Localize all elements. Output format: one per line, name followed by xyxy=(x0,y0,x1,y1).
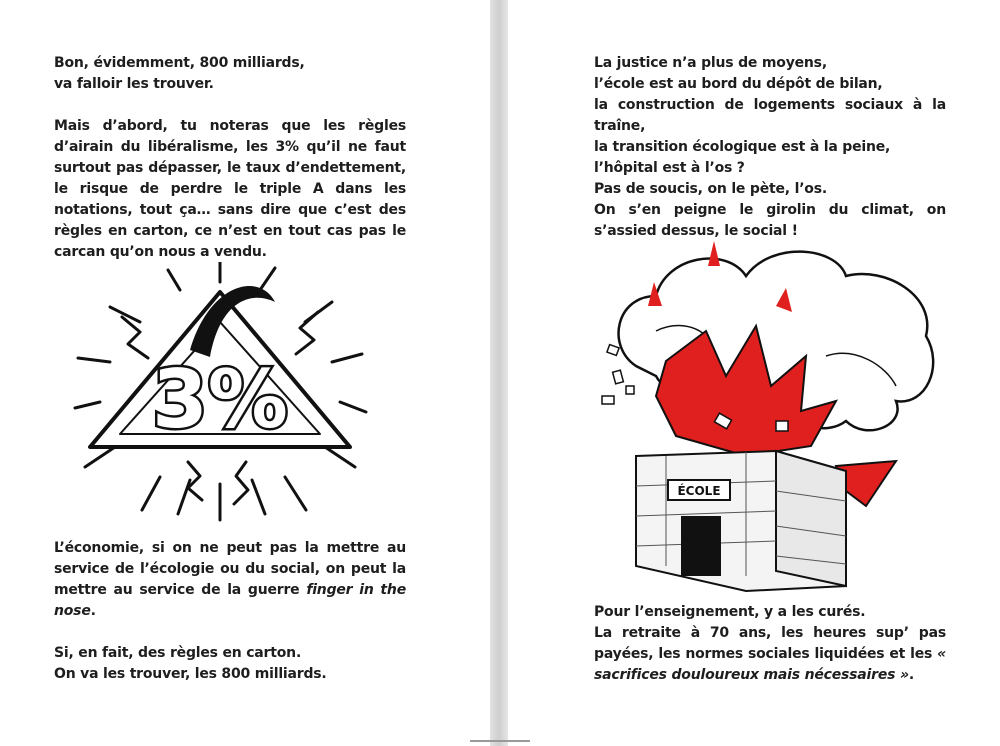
right-line-3: la construction de logements sociaux à la traîne, xyxy=(594,97,946,134)
book-gutter xyxy=(490,0,508,746)
left-line-cardboard: Si, en fait, des règles en carton. xyxy=(54,645,302,661)
left-text-top xyxy=(54,53,406,263)
left-page xyxy=(0,0,490,746)
right-line-1: La justice n’a plus de moyens, xyxy=(594,55,827,71)
right-line-2: l’école est au bord du dépôt de bilan, xyxy=(594,76,883,92)
left-text-bottom xyxy=(54,538,406,685)
economy-italic: finger in the nose xyxy=(54,582,406,619)
right-text-top xyxy=(594,53,946,242)
left-line-1: Bon, évidemment, 800 milliards, xyxy=(54,55,305,71)
right-line-6: Pas de soucis, on le pète, l’os. xyxy=(594,181,827,197)
retirement-italic: « sacrifices douloureux mais nécessaires » xyxy=(594,646,946,683)
right-line-teaching: Pour l’enseignement, y a les curés. xyxy=(594,604,866,620)
left-line-find: On va les trouver, les 800 milliards. xyxy=(54,666,327,682)
right-line-5: l’hôpital est à l’os ? xyxy=(594,160,745,176)
page-scroll-indicator xyxy=(470,740,530,742)
retirement-text: La retraite à 70 ans, les heures sup’ pas payées, les normes sociales liquidées et les xyxy=(594,625,946,662)
three-percent-label: 3% xyxy=(152,353,288,446)
right-text-bottom xyxy=(594,602,946,686)
retirement-end: . xyxy=(908,667,914,683)
right-page xyxy=(508,0,1000,746)
three-percent-illustration xyxy=(70,262,370,522)
right-paragraph-retirement xyxy=(594,623,946,686)
school-sign-label: ÉCOLE xyxy=(677,484,721,498)
school-explosion-illustration xyxy=(596,236,946,596)
left-paragraph-rules: Mais d’abord, tu noteras que les règles d’airain du libéralisme, les 3% qu’il ne faut surtout pas dépasser, le taux d’endettement, le risque de perdre le triple A dans les notations, tout ça… sans dire que c’est des règles en carton, ce n’est en tout cas pas le carcan qu’on nous a vendu. xyxy=(54,118,406,260)
left-paragraph-economy xyxy=(54,538,406,622)
right-line-7: On s’en peigne le girolin du climat, on s’assied dessus, le social ! xyxy=(594,202,946,239)
right-line-4: la transition écologique est à la peine, xyxy=(594,139,891,155)
left-line-2: va falloir les trouver. xyxy=(54,76,214,92)
economy-text: L’économie, si on ne peut pas la mettre au service de l’écologie ou du social, on peut la mettre au service de la guerre xyxy=(54,540,406,598)
economy-end: . xyxy=(90,603,96,619)
